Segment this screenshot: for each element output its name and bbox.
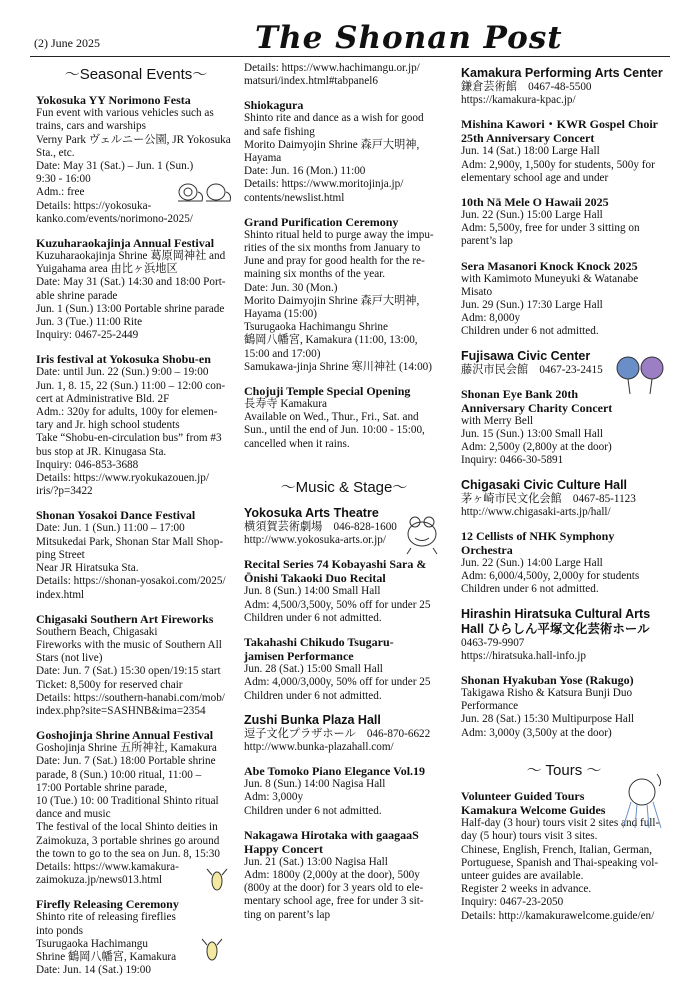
venue-chigasaki (461, 478, 667, 519)
event-title: Takahashi Chikudo Tsugaru- (244, 635, 394, 650)
event-detail: Adm: 3,000y (3,500y at the door) (461, 726, 612, 739)
event-detail: Jun. 22 (Sun.) 14:00 Large Hall (461, 557, 603, 570)
event-item (461, 387, 667, 468)
event-detail: parent’s lap (461, 235, 513, 248)
venue-title: Yokosuka Arts Theatre (244, 506, 379, 521)
event-item (36, 93, 236, 226)
event-detail: Inquiry: 046-853-3688 (36, 458, 139, 471)
tours-detail: Details: http://kamakurawelcome.guide/en/ (461, 909, 655, 922)
event-detail: Ticket: 8,500y for reserved chair (36, 678, 183, 691)
tours-detail: Register 2 weeks in advance. (461, 883, 592, 896)
event-title: Anniversary Charity Concert (461, 400, 613, 415)
event-item (36, 352, 236, 498)
event-detail: Zaimokuza, 3 portable shrines go around (36, 834, 220, 847)
event-detail: 鶴岡八幡宮, Kamakura (11:00, 13:00, (244, 334, 418, 347)
venue-title: Kamakura Performing Arts Center (461, 66, 663, 80)
event-title: Mishina Kawori・KWR Gospel Choir (461, 117, 659, 132)
event-detail: trains, cars and warships (36, 120, 146, 133)
event-detail: Available on Wed., Thur., Fri., Sat. and (244, 411, 419, 424)
seasonal-events-continued (244, 62, 444, 451)
seasonal-events-list (36, 93, 236, 977)
event-title: Shiokagura (244, 98, 304, 113)
event-detail: Yuigahama area 由比ヶ浜地区 (36, 263, 178, 276)
venue-detail: 0463-79-9907 (461, 636, 525, 649)
event-detail: Adm: 1800y (2,000y at the door), 500y (244, 868, 420, 881)
event-detail: Details: https://yokosuka- (36, 199, 152, 212)
event-detail: Fireworks with the music of Southern All (36, 638, 222, 651)
tours-detail: Portuguese, Spanish and Thai-speaking vol- (461, 856, 659, 869)
teru-teru-bozu-icon (617, 772, 667, 832)
event-detail: kanko.com/events/norimono-2025/ (36, 212, 193, 225)
event-detail: 10 (Tue.) 10: 00 Traditional Shinto ritual (36, 794, 219, 807)
event-detail: Date: Jun. 14 (Sat.) 19:00 (36, 964, 151, 977)
event-detail: Kuzuharaokajinja Shrine 葛原岡神社 and (36, 250, 226, 263)
section-heading-seasonal: ～Seasonal Events～ (64, 66, 208, 83)
event-detail: maining six months of the year. (244, 268, 386, 281)
event-detail: Children under 6 not admitted. (461, 583, 599, 596)
event-detail: with Kamimoto Muneyuki & Watanabe (461, 272, 639, 285)
event-detail: Date: Jun. 7 (Sat.) 15:30 open/19:15 start (36, 665, 221, 678)
event-detail: rities of the six months from January to (244, 242, 421, 255)
event-detail: Children under 6 not admitted. (244, 611, 382, 624)
kamakura-events (461, 117, 667, 338)
event-item (461, 195, 667, 249)
event-detail: the town to go to the sea on Jun. 8, 15:30 (36, 847, 220, 860)
event-item (244, 635, 444, 703)
event-detail: Adm: 5,500y, free for under 3 sitting on (461, 222, 640, 235)
event-detail: Jun. 3 (Tue.) 11:00 Rite (36, 316, 143, 329)
event-detail: Date: May 31 (Sat.) 14:30 and 18:00 Port- (36, 276, 226, 289)
venue-kamakura (461, 66, 667, 107)
event-item (244, 98, 444, 204)
event-item (461, 117, 667, 185)
fujisawa-events (461, 387, 667, 468)
tours-detail: day (5 hour) tours visit 3 sites. (461, 830, 598, 843)
event-detail: Adm: 8,000y (461, 312, 521, 325)
event-detail: Details: https://www.hachimangu.or.jp/ (244, 62, 420, 74)
event-detail: Inquiry: 0466-30-5891 (461, 454, 564, 467)
event-detail: 17:00 Portable shrine parade, (36, 781, 168, 794)
event-item (244, 62, 444, 88)
event-detail: Jun. 1, 8. 15, 22 (Sun.) 11:00 – 12:00 con- (36, 379, 226, 392)
yokosuka-events (244, 557, 444, 702)
event-detail: Details: https://southern-hanabi.com/mob/ (36, 691, 225, 704)
event-detail: Take “Shobu-en-circulation bus” from #3 (36, 432, 222, 445)
event-detail: with Merry Bell (461, 414, 534, 427)
event-detail: Details: https://www.moritojinja.jp/ (244, 178, 404, 191)
event-detail: index.php?site=SASHNB&ima=2354 (36, 704, 206, 717)
event-detail: (800y at the door) for 3 years old to ele- (244, 882, 424, 895)
event-detail: cancelled when it rains. (244, 437, 350, 450)
venue-title: Zushi Bunka Plaza Hall (244, 712, 381, 727)
event-detail: Southern Beach, Chigasaki (36, 625, 158, 638)
event-item (244, 828, 444, 922)
event-detail: Jun. 21 (Sat.) 13:00 Nagisa Hall (244, 855, 388, 868)
event-detail: Date: Jun. 1 (Sun.) 11:00 – 17:00 (36, 522, 185, 535)
event-title: 25th Anniversary Concert (461, 131, 595, 146)
event-detail: Adm: 3,000y (244, 791, 304, 804)
tours-title: Volunteer Guided Tours (461, 789, 585, 804)
event-detail: Adm: 2,900y, 1,500y for students, 500y for (461, 158, 655, 171)
event-detail: Misato (461, 285, 493, 298)
event-detail: and safe fishing (244, 125, 315, 138)
tours-detail: Inquiry: 0467-23-2050 (461, 896, 564, 909)
event-detail: dance and music (36, 808, 111, 821)
event-title: Kuzuharaokajinja Annual Festival (36, 236, 215, 251)
venue-detail: 茅ヶ崎市民文化会館 0467-85-1123 (461, 492, 636, 505)
event-item (461, 673, 667, 740)
event-detail: tary and Jr. high school students (36, 419, 180, 432)
frog-icon (403, 510, 441, 556)
event-detail: Date: Jun. 30 (Mon.) (244, 281, 338, 294)
event-detail: able shrine parade (36, 289, 118, 302)
event-title: Sera Masanori Knock Knock 2025 (461, 258, 638, 273)
snail-icon (176, 180, 234, 206)
event-title: Yokosuka YY Norimono Festa (36, 93, 191, 108)
venue-detail: 鎌倉芸術館 0467-48-5500 (461, 81, 592, 93)
tours-detail: Half-day (3 hour) tours visit 2 sites and full- (461, 817, 660, 830)
event-title: Iris festival at Yokosuka Shobu-en (36, 352, 211, 367)
event-title: Happy Concert (244, 841, 323, 856)
hiratsuka-events (461, 673, 667, 740)
tours-detail: unteer guides are available. (461, 869, 584, 882)
event-detail: Fun event with various vehicles such as (36, 107, 214, 120)
venue-zushi (244, 713, 444, 754)
event-detail: Inquiry: 0467-25-2449 (36, 329, 139, 342)
event-detail: 9:30 - 16:00 (36, 173, 91, 186)
event-detail: Details: https://www.kamakura- (36, 860, 179, 873)
event-title: Firefly Releasing Ceremony (36, 897, 179, 912)
event-detail: Shinto rite and dance as a wish for good (244, 112, 424, 125)
venue-title: Hirashin Hiratsuka Cultural Arts Hall ひらしん平塚文化芸術ホール (461, 606, 654, 636)
venue-detail: https://hiratsuka.hall-info.jp (461, 649, 586, 662)
event-detail: 15:00 and 17:00) (244, 347, 321, 360)
event-detail: Shrine 鶴岡八幡宮, Kamakura (36, 950, 177, 963)
event-detail: Morito Daimyojin Shrine 森戸大明神, (244, 294, 420, 307)
event-detail: matsuri/index.html#tabpanel6 (244, 75, 378, 88)
event-detail: Jun. 14 (Sat.) 18:00 Large Hall (461, 145, 600, 158)
tours-title: Kamakura Welcome Guides (461, 803, 606, 818)
event-detail: Shinto rite of releasing fireflies (36, 911, 176, 924)
event-title: Shonan Eye Bank 20th (461, 386, 579, 401)
event-detail: ping Street (36, 548, 85, 561)
event-detail: elementary school age and under (461, 171, 609, 184)
event-detail: Tsurugaoka Hachimangu Shrine (244, 321, 388, 334)
venue-title: Fujisawa Civic Center (461, 348, 591, 363)
event-detail: Jun. 15 (Sun.) 13:00 Small Hall (461, 428, 604, 441)
zushi-events (244, 764, 444, 922)
event-detail: Sta., etc. (36, 146, 75, 159)
event-detail: contents/newslist.html (244, 191, 345, 204)
venue-detail: http://www.chigasaki-arts.jp/hall/ (461, 505, 611, 518)
event-detail: Children under 6 not admitted. (461, 325, 599, 338)
event-detail: Sun., until the end of Jun. 10:00 - 15:00, (244, 424, 425, 437)
event-detail: Date: Jun. 16 (Mon.) 11:00 (244, 165, 366, 178)
event-detail: iris/?p=3422 (36, 485, 93, 498)
event-title: Nakagawa Hirotaka with gaagaaS (244, 827, 419, 842)
header-rule (30, 56, 670, 57)
event-title: 12 Cellists of NHK Symphony (461, 529, 615, 544)
event-item (36, 728, 236, 887)
event-title: Grand Purification Ceremony (244, 214, 399, 229)
event-detail: Children under 6 not admitted. (244, 804, 382, 817)
event-detail: Details: https://www.ryokukazouen.jp/ (36, 472, 209, 485)
event-detail: Performance (461, 700, 519, 713)
venue-detail: http://www.bunka-plazahall.com/ (244, 740, 394, 753)
event-title: Shonan Hyakuban Yose (Rakugo) (461, 673, 634, 688)
event-title: Shonan Yosakoi Dance Festival (36, 508, 196, 523)
event-detail: Hayama (15:00) (244, 308, 318, 321)
event-detail: into ponds (36, 924, 83, 937)
event-detail: Tsurugaoka Hachimangu (36, 937, 148, 950)
event-detail: Jun. 22 (Sun.) 15:00 Large Hall (461, 209, 603, 222)
event-detail: 長寿寺 Kamakura (244, 398, 327, 411)
venue-detail: 横須賀芸術劇場 046-828-1600 (244, 521, 397, 534)
event-detail: Date: Jun. 7 (Sat.) 18:00 Portable shrine (36, 755, 216, 768)
venue-title: Chigasaki Civic Culture Hall (461, 477, 628, 492)
event-detail: Morito Daimyojin Shrine 森戸大明神, (244, 138, 420, 151)
event-title: Orchestra (461, 543, 513, 558)
event-detail: Verny Park ヴェルニー公園, JR Yokosuka (36, 133, 231, 146)
event-detail: Children under 6 not admitted. (244, 689, 382, 702)
section-heading-music: ～Music & Stage～ (280, 478, 408, 496)
event-item (244, 384, 444, 451)
event-detail: Shinto ritual held to purge away the impu- (244, 228, 434, 241)
venue-detail: http://www.yokosuka-arts.or.jp/ (244, 534, 386, 547)
event-detail: Adm: 6,000/4,500y, 2,000y for students (461, 570, 640, 583)
event-detail: bus stop at JR. Kinugasa Sta. (36, 445, 167, 458)
event-detail: Adm: 4,500/3,500y, 50% off for under 25 (244, 598, 431, 611)
event-detail: June and pray for good health for the re- (244, 255, 425, 268)
chigasaki-events (461, 529, 667, 597)
hydrangea-icon (612, 354, 668, 396)
event-detail: Details: https://shonan-yosakoi.com/2025/ (36, 575, 226, 588)
event-detail: Hayama (244, 152, 282, 165)
event-title: Chojuji Temple Special Opening (244, 384, 411, 399)
event-detail: Adm: 2,500y (2,800y at the door) (461, 441, 612, 454)
event-detail: Adm.: free (36, 186, 85, 199)
event-detail: Near JR Hiratsuka Sta. (36, 562, 139, 575)
event-item (244, 557, 444, 625)
section-heading-tours: ～ Tours ～ (526, 761, 602, 779)
event-detail: Mitsukedai Park, Shonan Star Mall Shop- (36, 535, 224, 548)
event-detail: Adm: 4,000/3,000y, 50% off for under 25 (244, 676, 431, 689)
event-detail: zaimokuza.jp/news013.html (36, 874, 163, 887)
event-detail: Date: May 31 (Sat.) – Jun. 1 (Sun.) (36, 160, 194, 173)
event-title: Abe Tomoko Piano Elegance Vol.19 (244, 764, 426, 779)
event-detail: parade, 8 (Sun.) 10:00 ritual, 11:00 – (36, 768, 202, 781)
newspaper-title: The Shonan Post (255, 20, 563, 56)
column-2 (244, 62, 444, 932)
event-title: Recital Series 74 Kobayashi Sara & (244, 557, 427, 572)
event-detail: Date: until Jun. 22 (Sun.) 9:00 – 19:00 (36, 366, 209, 379)
event-detail: Adm.: 320y for adults, 100y for elemen- (36, 406, 218, 419)
event-detail: cert at Administrative Bld. 2F (36, 392, 170, 405)
event-detail: mentary school age, free for under 3 sit- (244, 895, 424, 908)
event-item (36, 508, 236, 601)
event-title: Ōnishi Takaoki Duo Recital (244, 571, 386, 586)
event-item (36, 236, 236, 342)
event-detail: Takigawa Risho & Katsura Bunji Duo (461, 687, 633, 700)
issue-date: (2) June 2025 (34, 36, 100, 50)
venue-hiratsuka (461, 607, 667, 663)
event-detail: Goshojinja Shrine 五所神社, Kamakura (36, 742, 217, 755)
event-detail: Jun. 28 (Sat.) 15:00 Small Hall (244, 663, 383, 676)
event-detail: Jun. 1 (Sun.) 13:00 Portable shrine parade (36, 302, 225, 315)
event-title: Chigasaki Southern Art Fireworks (36, 611, 214, 626)
venue-detail: 藤沢市民会館 0467-23-2415 (461, 363, 603, 376)
event-item (36, 612, 236, 718)
event-title: jamisen Performance (244, 649, 354, 664)
firefly-icon (205, 865, 229, 895)
event-detail: Jun. 29 (Sun.) 17:30 Large Hall (461, 299, 603, 312)
event-detail: index.html (36, 588, 85, 601)
venue-detail: 逗子文化プラザホール 046-870-6622 (244, 727, 431, 740)
event-item (461, 259, 667, 339)
event-detail: Jun. 8 (Sun.) 14:00 Nagisa Hall (244, 778, 386, 791)
event-detail: Jun. 8 (Sun.) 14:00 Small Hall (244, 585, 381, 598)
tours-detail: Chinese, English, French, Italian, German, (461, 843, 653, 856)
event-item (244, 215, 444, 374)
firefly-icon (200, 935, 224, 965)
event-title: 10th Nā Mele O Hawaii 2025 (461, 195, 609, 210)
event-detail: The festival of the local Shinto deities in (36, 821, 218, 834)
event-item (244, 764, 444, 818)
event-item (461, 529, 667, 597)
venue-detail: https://kamakura-kpac.jp/ (461, 94, 576, 107)
event-detail: Samukawa-jinja Shrine 寒川神社 (14:00) (244, 360, 432, 373)
event-detail: Stars (not live) (36, 652, 103, 665)
event-detail: ting on parent’s lap (244, 908, 331, 921)
event-title: Goshojinja Shrine Annual Festival (36, 728, 214, 743)
event-detail: Jun. 28 (Sat.) 15:30 Multipurpose Hall (461, 713, 635, 726)
